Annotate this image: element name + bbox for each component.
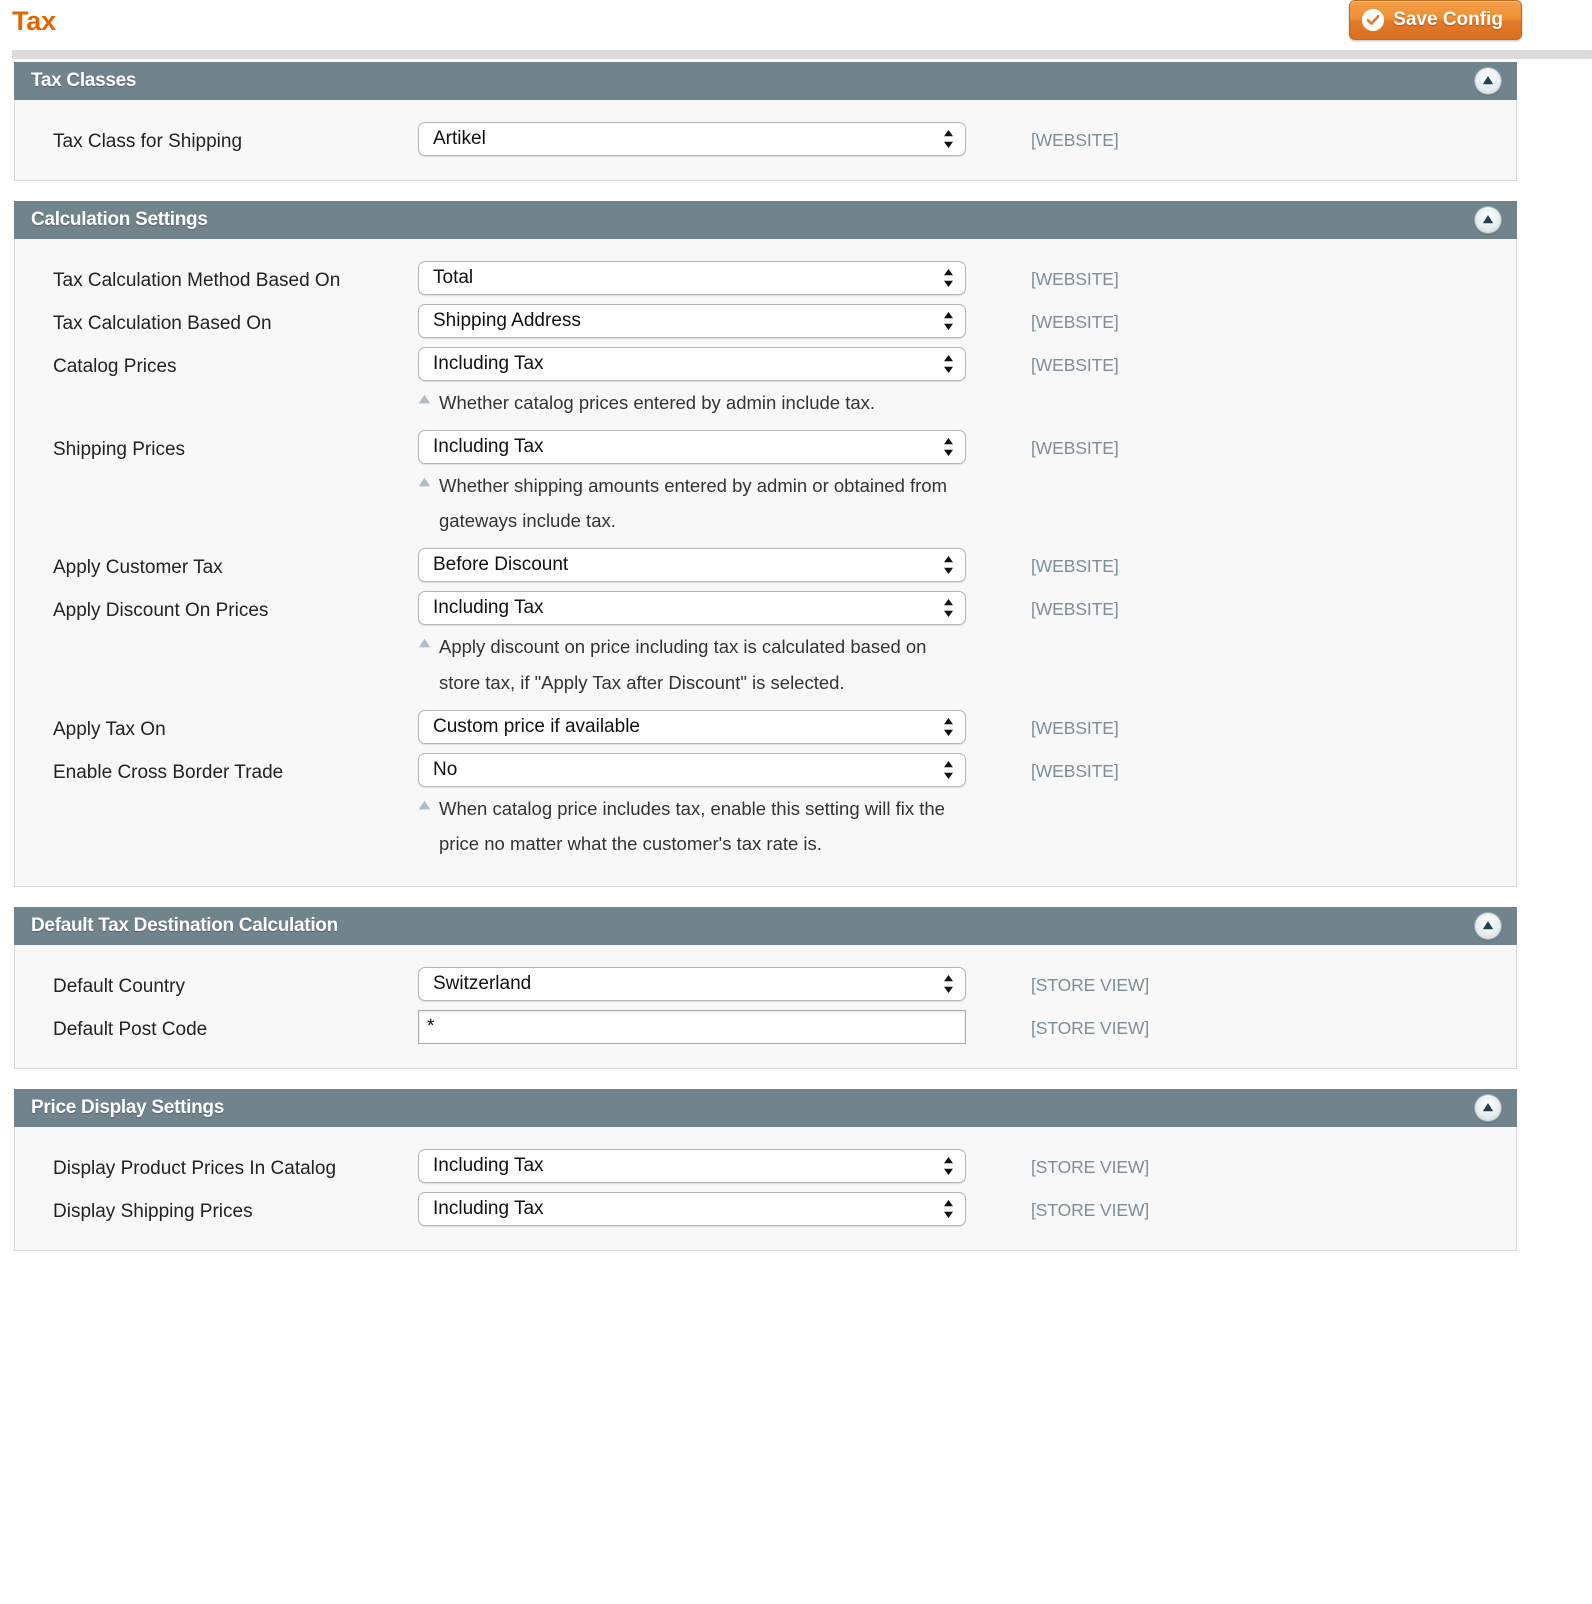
scope-label: [WEBSITE]: [1031, 556, 1119, 577]
section-header-calculation-settings[interactable]: [14, 201, 1517, 239]
section-tax-classes: [14, 62, 1517, 181]
select-stepper-arrows-icon[interactable]: [943, 759, 954, 781]
field-label: Catalog Prices: [53, 356, 177, 377]
scope-label: [WEBSITE]: [1031, 312, 1119, 332]
field-wrapper: [418, 1010, 1018, 1044]
config-row: [15, 591, 1516, 700]
select-value: Including Tax: [433, 435, 544, 457]
scope-label: [STORE VIEW]: [1031, 1156, 1150, 1177]
select-value: Switzerland: [433, 972, 532, 994]
select-calculation-settings-0[interactable]: [418, 261, 966, 295]
select-value: Including Tax: [433, 1197, 544, 1219]
field-wrapper: [418, 710, 1018, 744]
section-body-calculation-settings: [14, 239, 1517, 887]
field-wrapper: [418, 753, 1018, 862]
field-label: Tax Calculation Method Based On: [53, 270, 341, 291]
select-stepper-arrows-icon[interactable]: [943, 597, 954, 619]
save-config-button[interactable]: [1349, 0, 1522, 40]
section-header-default-tax-destination-calculation[interactable]: [14, 907, 1517, 945]
select-stepper-arrows-icon[interactable]: [943, 716, 954, 738]
config-row: [15, 1192, 1516, 1226]
save-config-label: Save Config: [1393, 9, 1503, 30]
scope-label: [WEBSITE]: [1031, 760, 1119, 781]
hint-caret-icon: [418, 477, 431, 487]
field-wrapper: [418, 1149, 1018, 1183]
select-price-display-settings-0[interactable]: [418, 1149, 966, 1183]
select-value: Custom price if available: [433, 715, 640, 737]
hint-text: Apply discount on price including tax is calculated based on store tax, if "Apply Tax after Discount" is selected.: [439, 636, 927, 693]
field-label: Apply Discount On Prices: [53, 600, 269, 622]
select-value: Including Tax: [433, 353, 544, 374]
field-label: Display Shipping Prices: [53, 1200, 253, 1222]
field-label: Apply Customer Tax: [53, 557, 223, 579]
select-calculation-settings-6[interactable]: [418, 710, 966, 744]
field-hint: [418, 629, 966, 700]
select-value: No: [433, 758, 458, 780]
section-title: Tax Classes: [31, 70, 137, 91]
check-circle-icon: [1362, 9, 1384, 31]
section-calculation-settings: [14, 201, 1517, 887]
config-row: [15, 753, 1516, 862]
caret-up-circle-icon[interactable]: [1475, 207, 1501, 233]
field-label: Tax Calculation Based On: [53, 313, 272, 334]
config-row: [15, 710, 1516, 744]
text-input-default-tax-destination-calculation-1[interactable]: [418, 1010, 966, 1044]
section-body-price-display-settings: [14, 1127, 1517, 1251]
scope-label: [STORE VIEW]: [1031, 1199, 1150, 1220]
select-stepper-arrows-icon[interactable]: [943, 1155, 954, 1177]
select-stepper-arrows-icon[interactable]: [943, 436, 954, 458]
scope-label: [WEBSITE]: [1031, 599, 1119, 620]
field-label: Default Country: [53, 975, 186, 997]
field-hint: [418, 385, 966, 421]
select-calculation-settings-7[interactable]: [418, 753, 966, 787]
field-wrapper: [418, 347, 1018, 421]
field-wrapper: [418, 967, 1018, 1001]
config-row: [15, 548, 1516, 582]
config-row: [15, 304, 1516, 338]
select-value: Shipping Address: [433, 310, 581, 331]
page-title: Tax: [12, 6, 56, 36]
section-title: Calculation Settings: [31, 209, 208, 230]
field-label: Enable Cross Border Trade: [53, 761, 284, 783]
config-row: [15, 430, 1516, 539]
config-row: [15, 261, 1516, 295]
config-row: [15, 122, 1516, 156]
select-stepper-arrows-icon[interactable]: [943, 1198, 954, 1220]
field-label: Display Product Prices In Catalog: [53, 1157, 337, 1179]
select-value: Artikel: [433, 128, 486, 149]
field-hint: [418, 791, 966, 862]
config-row: [15, 347, 1516, 421]
select-calculation-settings-1[interactable]: [418, 304, 966, 338]
hint-text: Whether catalog prices entered by admin include tax.: [439, 392, 876, 413]
select-price-display-settings-1[interactable]: [418, 1192, 966, 1226]
config-row: [15, 1010, 1516, 1044]
field-wrapper: [418, 122, 1018, 156]
scope-label: [WEBSITE]: [1031, 437, 1119, 458]
select-stepper-arrows-icon[interactable]: [943, 267, 954, 289]
header-divider: [12, 50, 1592, 59]
select-stepper-arrows-icon[interactable]: [943, 554, 954, 576]
config-row: [15, 967, 1516, 1001]
section-default-tax-destination-calculation: [14, 907, 1517, 1069]
select-value: Total: [433, 267, 474, 288]
select-value: Including Tax: [433, 1154, 544, 1176]
hint-caret-icon: [418, 638, 431, 648]
select-calculation-settings-4[interactable]: [418, 548, 966, 582]
select-tax-classes-0[interactable]: [418, 122, 966, 156]
section-title: Default Tax Destination Calculation: [31, 914, 338, 936]
hint-caret-icon: [418, 394, 431, 404]
scope-label: [STORE VIEW]: [1031, 974, 1150, 995]
select-stepper-arrows-icon[interactable]: [943, 973, 954, 995]
field-wrapper: [418, 548, 1018, 582]
caret-up-circle-icon[interactable]: [1475, 68, 1501, 94]
field-wrapper: [418, 261, 1018, 295]
scope-label: [WEBSITE]: [1031, 717, 1119, 738]
scope-label: [WEBSITE]: [1031, 269, 1119, 289]
field-wrapper: [418, 304, 1018, 338]
field-label: Tax Class for Shipping: [53, 131, 243, 152]
scope-label: [WEBSITE]: [1031, 130, 1119, 150]
hint-text: Whether shipping amounts entered by admin or obtained from gateways include tax.: [439, 474, 948, 532]
field-label: Apply Tax On: [53, 718, 166, 740]
field-label: Default Post Code: [53, 1018, 208, 1040]
select-value: Including Tax: [433, 597, 544, 619]
config-form: [0, 62, 1592, 1251]
select-calculation-settings-2[interactable]: [418, 347, 966, 381]
select-calculation-settings-5[interactable]: [418, 591, 966, 625]
section-header-tax-classes[interactable]: [14, 62, 1517, 100]
select-calculation-settings-3[interactable]: [418, 430, 966, 464]
field-hint: [418, 468, 966, 539]
section-price-display-settings: [14, 1089, 1517, 1251]
page-header: [0, 0, 1592, 62]
select-default-tax-destination-calculation-0[interactable]: [418, 967, 966, 1001]
config-row: [15, 1149, 1516, 1183]
field-wrapper: [418, 591, 1018, 700]
field-label: Shipping Prices: [53, 438, 186, 460]
caret-up-circle-icon[interactable]: [1475, 913, 1501, 939]
field-wrapper: [418, 430, 1018, 539]
hint-caret-icon: [418, 800, 431, 810]
section-body-default-tax-destination-calculation: [14, 945, 1517, 1069]
select-stepper-arrows-icon[interactable]: [943, 128, 954, 150]
hint-text: When catalog price includes tax, enable this setting will fix the price no matter what the customer's tax rate is.: [439, 797, 945, 855]
section-title: Price Display Settings: [31, 1096, 224, 1118]
select-value: Before Discount: [433, 554, 569, 576]
select-stepper-arrows-icon[interactable]: [943, 310, 954, 332]
section-header-price-display-settings[interactable]: [14, 1089, 1517, 1127]
caret-up-circle-icon[interactable]: [1475, 1095, 1501, 1121]
select-stepper-arrows-icon[interactable]: [943, 353, 954, 375]
scope-label: [STORE VIEW]: [1031, 1017, 1150, 1038]
field-wrapper: [418, 1192, 1018, 1226]
scope-label: [WEBSITE]: [1031, 355, 1119, 375]
section-body-tax-classes: [14, 100, 1517, 181]
